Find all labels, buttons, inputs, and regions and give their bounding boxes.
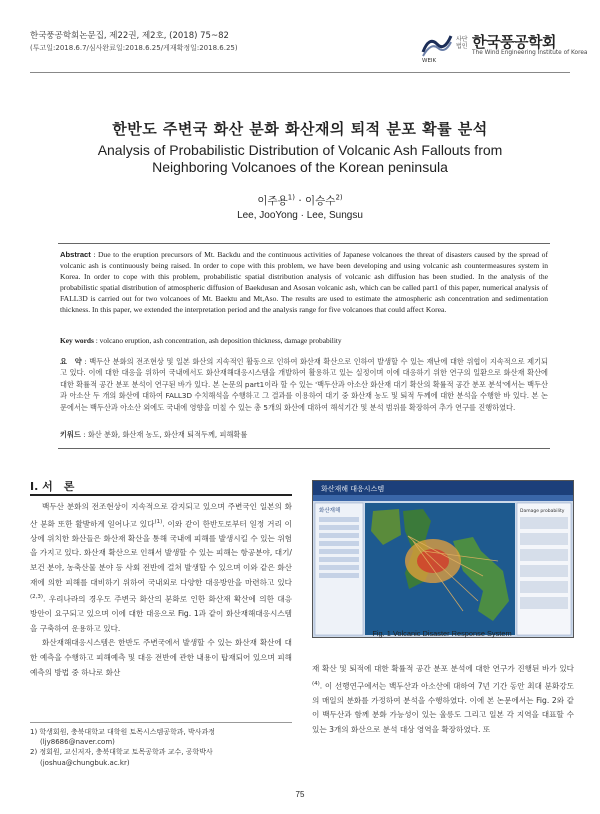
korean-keywords-label: 키워드 xyxy=(60,430,81,439)
abstract xyxy=(60,249,548,315)
figure-panel-subtitle: Damage probability xyxy=(520,509,565,514)
footnote-1: 1) 학생회원, 충북대학교 대학원 토목시스템공학과, 박사과정 xyxy=(30,728,216,736)
left-column xyxy=(30,500,292,680)
abstract-top-rule xyxy=(58,243,550,244)
figure-1-screenshot xyxy=(312,480,574,638)
korean-abstract-label: 요 약 xyxy=(60,357,82,366)
paragraph: 재 확산 및 퇴적에 대한 확률적 공간 분포 분석에 대한 연구가 진행된 바가 있다$^{(4)}$. 이 선행연구에서는 백두산과 아소산에 대하여 7년 기간 동안 최대 분화강도의 매일의 분화를 가정하여 분석을 수행하였다. 이에 본 논문에서는 Fig. 2와 같이 백두산과 함께 분화 가능성이 있는 울릉도 그리고 일본 각 지역을 대표할 수 있는 3개의 화산으로 분석 대상 영역을 확장하였다. 또 xyxy=(312,664,574,734)
section-rule xyxy=(30,494,292,496)
keywords xyxy=(60,336,548,345)
title-korean: 한반도 주변국 화산 분화 화산재의 퇴적 분포 확률 분석 xyxy=(112,120,488,138)
logo-name: 한국풍공학회 xyxy=(472,33,556,51)
footnote-2-email: (joshua@chungbuk.ac.kr) xyxy=(40,758,130,767)
logo-english-name: The Wind Engineering Institute of Korea xyxy=(472,50,588,56)
footnotes xyxy=(30,727,292,768)
title-english: Analysis of Probabilistic Distribution of Volcanic Ash Fallouts from Neighboring Volcanoes of the Korean peninsula xyxy=(97,142,503,175)
abstract-bottom-rule xyxy=(58,448,550,449)
page-number: 75 xyxy=(295,790,305,799)
abstract-text: : Due to the eruption precursors of Mt. Backdu and the continuous activities of Japanese volcanoes the threat of disasters caused by the spread of volcanic ash is continuously being raised. In order to cope with this problem, we have been developing and using volcanic ash countermeasures system in Korea. In order to cope with this problem, probabilistic spatial distribution analysis of volcanic ash diffusion has been studied. In the analysis of the probabilistic spatial distribution of atmospheric diffusion of Baekdusan and Asosan volcanic ash, which can be called part1 of this paper, numerical analysis of FALL3D is carried out for two volcanoes of Mt. Baektu and Mt,Aso. The results are used to estimate the atmospheric ash concentration and sedimentation thickness. In this paper, we extended the interpretation period and the analysis range for five volcanoes that could affect Korea. xyxy=(60,250,548,314)
abstract-label: Abstract xyxy=(60,250,91,259)
section-title: I. 서 론 xyxy=(30,480,75,493)
footnote-divider xyxy=(30,722,292,723)
header-divider xyxy=(30,72,570,73)
keywords-text: : volcano eruption, ash concentration, ash deposition thickness, damage probability xyxy=(95,336,342,345)
paragraph: 백두산 분화의 전조현상이 지속적으로 감지되고 있으며 주변국인 일본의 화산 분화 또한 활발하게 일어나고 있다$^{(1)}$. 이와 같이 한반도로부터 일정 거리 이상에 위치한 화산들은 화산재 확산을 통해 국내에 피해를 발생시킬 수 있는 위험을 가지고 있다. 화산재 확산으로 인해서 발생할 수 있는 피해는 항공분야, 대기/보건 분야, 농축산물 분야 등 사회 전반에 걸쳐 발생할 수 있으며 이와 같은 화산재에 의한 피해를 대비하기 위하여 국내외로 다양한 대응방안을 마련하고 있다$^{(2,3)}$. 우리나라의 경우도 주변국 화산의 분화로 인한 화산재 확산에 의한 대응 방안이 요구되고 있으며 이에 대한 대응으로 Fig. 1과 같이 화산재해대응시스템을 구축하여 운용하고 있다. xyxy=(30,502,292,633)
logo-abbr: WEIK xyxy=(422,58,437,64)
figure-1-graphic xyxy=(313,481,573,637)
weik-logo-icon xyxy=(420,30,454,60)
journal-header xyxy=(30,30,238,54)
journal-citation: 한국풍공학회논문집, 제22권, 제2호, (2018) 75~82 xyxy=(30,31,229,41)
society-logo xyxy=(420,28,588,64)
korean-keywords-text: : 화산 분화, 화산재 농도, 화산재 퇴적두께, 피해확률 xyxy=(83,430,248,439)
submission-dates: (투고일:2018.6.7/심사완료일:2018.6.25/게재확정일:2018.6.25) xyxy=(30,44,238,52)
figure-panel-title: 화산재해 xyxy=(319,508,341,514)
authors-korean: 이주용$^{1)}$ · 이승수$^{2)}$ xyxy=(257,193,343,207)
korean-abstract xyxy=(60,356,548,413)
keywords-label: Key words xyxy=(60,336,94,345)
figure-1-caption: Fig. 1 Volcanic Disaster Response System xyxy=(372,629,512,638)
korean-keywords xyxy=(60,430,548,440)
footnote-1-email: (ljy8686@naver.com) xyxy=(40,738,115,747)
logo-prefix: 사단 법인 xyxy=(456,36,468,50)
figure-window-title: 화산재해 대응시스템 xyxy=(321,485,385,493)
right-column xyxy=(312,662,574,738)
authors-english: Lee, JooYong · Lee, Sungsu xyxy=(237,210,363,221)
footnote-2: 2) 정회원, 교신저자, 충북대학교 토목공학과 교수, 공학박사 xyxy=(30,748,213,757)
korean-abstract-text: : 백두산 분화의 전조현상 및 일본 화산의 지속적인 활동으로 인하여 화산재 확산으로 인하여 발생할 수 있는 재난에 대한 위협이 지속적으로 제기되고 있다. 이에 대한 대응을 위하여 국내에서도 화산재해대응시스템을 개발하여 활용하고 있는 실정이며 이에 대응하기 위한 연구의 일환으로 화산재 확산에 대한 확률적 공간 분포 분석이 연구된 바가 있다. 본 논문의 part1이라 할 수 있는 '백두산과 아소산 화산재 대기 확산의 확률적 공간 분포 분석'에서는 백두산과 아소산 두 개의 화산에 대하여 FALL3D 수치해석을 수행하고 그 결과를 이용하여 대기 중 화산재 농도 및 퇴적 두께에 대한 분석을 수행한 바 있다. 본 논문에서는 백두산과 아소산 외에도 국내에 영향을 미칠 수 있는 총 5개의 화산에 대하여 해석기간 및 분석 범위를 확장하여 추가 연구를 진행하였다. xyxy=(60,357,548,412)
paragraph: 화산재해대응시스템은 한반도 주변국에서 발생할 수 있는 화산재 확산에 대한 예측을 수행하고 피해예측 및 대응 전반에 관한 내용이 탑재되어 있으며 피해예측의 방법 중 하나로 화산 xyxy=(30,638,292,677)
